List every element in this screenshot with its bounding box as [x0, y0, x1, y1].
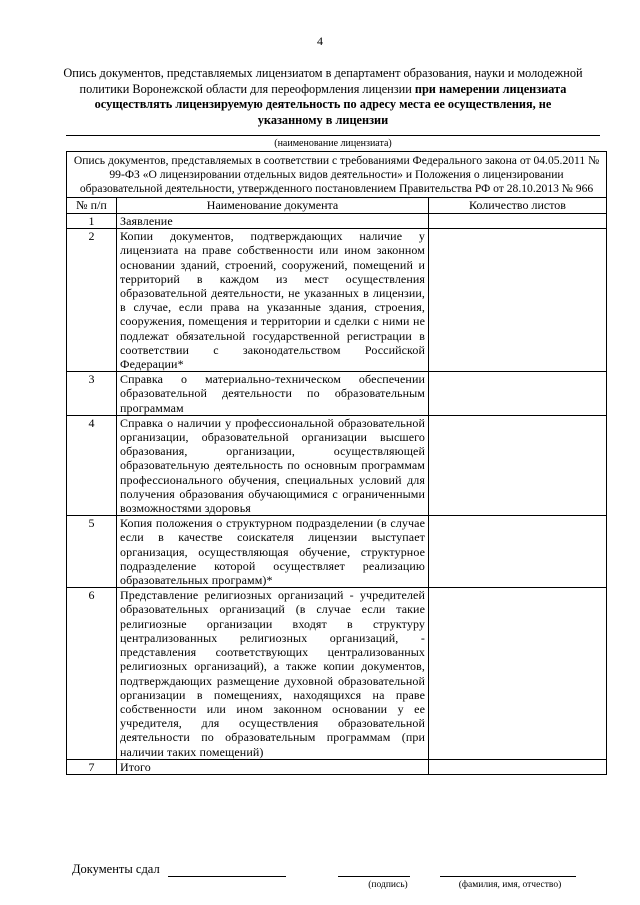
row-document-name: Справка о наличии у профессиональной образовательной организации, образовательной организации высшего образования, организации, осуществляющей образовательную деятельность по основным программам профессионального обучения, специальных условий для получения образования обучающимися с ограниченными возможностями здоровья	[117, 415, 429, 515]
table-row-total	[67, 759, 607, 774]
table-header-row	[67, 198, 607, 214]
documents-table	[66, 151, 607, 775]
submitted-by-line[interactable]	[168, 876, 286, 877]
page-number: 4	[317, 34, 323, 48]
row-sheet-count-cell[interactable]	[429, 759, 607, 774]
table-row	[67, 372, 607, 416]
row-number: 6	[67, 588, 117, 759]
row-number: 4	[67, 415, 117, 515]
table-caption-row	[67, 152, 607, 198]
row-sheet-count-cell[interactable]	[429, 214, 607, 229]
signature-caption: (подпись)	[368, 880, 408, 890]
row-sheet-count-cell[interactable]	[429, 588, 607, 759]
heading-text: Опись документов, представляемых лицензиатом в департамент образования, науки и молодежной политики Воронежской области для переоформления лицензии	[63, 66, 583, 96]
signature-line[interactable]	[338, 876, 410, 877]
table-caption: Опись документов, представляемых в соответствии с требованиями Федерального закона от 04.05.2011 № 99-ФЗ «О лицензировании отдельных видов деятельности» и Положения о лицензировании образовательной деятельности, утвержденного постановлением Правительства РФ от 28.10.2013 № 966	[67, 152, 607, 198]
row-document-name: Представление религиозных организаций - учредителей образовательных организаций (в случае если такие религиозные организации входят в структуру централизованных религиозных организаций, - представления соответствующих централизованных религиозных организаций), а также копии документов, подтверждающих размещение духовной образовательной организации в помещениях, находящихся на праве собственности или ином законном основании у ее учредителя, для осуществления образовательной деятельности по образовательным программам (при наличии таких помещений)	[117, 588, 429, 759]
table-row	[67, 229, 607, 372]
row-number: 1	[67, 214, 117, 229]
submitted-by-label: Документы сдал	[72, 862, 160, 876]
heading-bold-text: при намерении лицензиата осуществлять лицензируемую деятельность по адресу места ее осуществления, не указанному в лицензии	[94, 81, 567, 127]
column-header-sheet-count: Количество листов	[429, 198, 607, 214]
table-row	[67, 588, 607, 759]
row-number: 2	[67, 229, 117, 372]
row-document-name: Копии документов, подтверждающих наличие у лицензиата на праве собственности или ином законном основании зданий, строений, сооружений, помещений и территорий в каждом из мест осуществления образовательной деятельности, не указанных в лицензии, в случае, если права на указанные здания, строения, сооружения, помещения и территории и сделки с ними не подлежат обязательной государственной регистрации в соответствии с законодательством Российской Федерации*	[117, 229, 429, 372]
document-heading	[62, 66, 584, 128]
licensee-name-line[interactable]	[66, 135, 600, 136]
row-number: 3	[67, 372, 117, 416]
row-number: 5	[67, 516, 117, 588]
column-header-number: № п/п	[67, 198, 117, 214]
full-name-line[interactable]	[440, 876, 576, 877]
row-document-name: Справка о материально-техническом обеспечении образовательной деятельности по образовательным программам	[117, 372, 429, 416]
row-document-name: Заявление	[117, 214, 429, 229]
row-sheet-count-cell[interactable]	[429, 229, 607, 372]
table-row	[67, 415, 607, 515]
row-number: 7	[67, 759, 117, 774]
licensee-caption: (наименование лицензиата)	[274, 138, 392, 149]
table-row	[67, 516, 607, 588]
row-sheet-count-cell[interactable]	[429, 415, 607, 515]
row-sheet-count-cell[interactable]	[429, 372, 607, 416]
table-row	[67, 214, 607, 229]
row-document-name: Итого	[117, 759, 429, 774]
full-name-caption: (фамилия, имя, отчество)	[458, 880, 562, 890]
column-header-document-name: Наименование документа	[117, 198, 429, 214]
row-document-name: Копия положения о структурном подразделении (в случае если в качестве соискателя лицензии выступает организация, осуществляющая обучение, структурное подразделение которой осуществляет реализацию образовательных программ)*	[117, 516, 429, 588]
row-sheet-count-cell[interactable]	[429, 516, 607, 588]
